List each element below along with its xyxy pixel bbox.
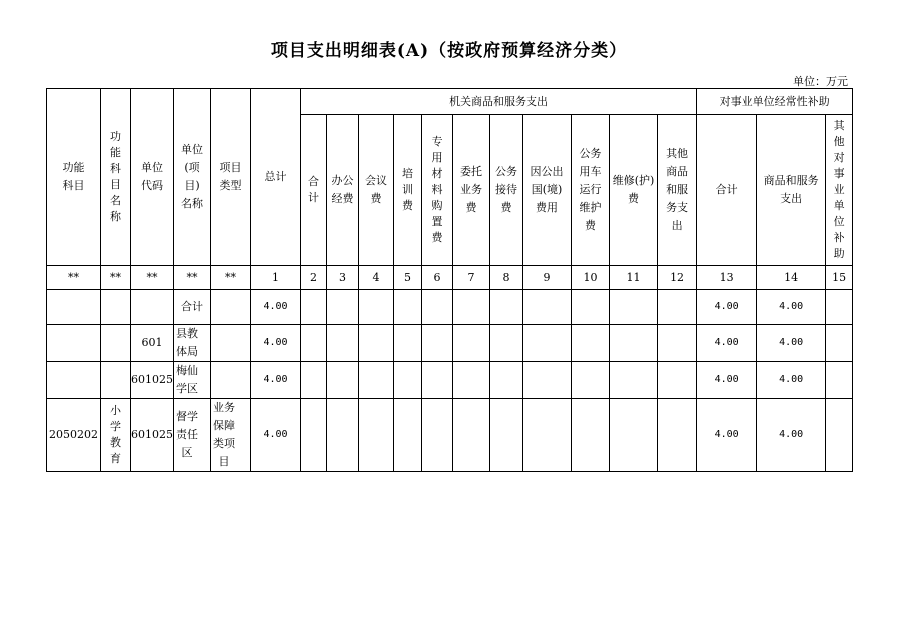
index-cell: 14 [757,266,826,290]
subsidy-total-cell: 4.00 [697,399,757,472]
index-cell: 13 [697,266,757,290]
project-type-cell [211,290,251,325]
header-subsidy-other: 其他对事业单位补助 [826,115,853,266]
table-row [47,290,853,325]
index-cell: 4 [359,266,394,290]
header-special-material-fee: 专用材料购置费 [422,115,453,266]
page-title: 项目支出明细表(A)（按政府预算经济分类） [270,41,628,61]
unit-name-cell: 梅仙学区 [174,362,211,399]
table-row [47,399,853,472]
unit-code-cell: 601025 [131,399,174,472]
index-row [47,266,853,290]
header-meeting-fee: 会议费 [359,115,394,266]
project-type-cell: 业务保障类项目 [211,399,251,472]
index-cell: 5 [394,266,422,290]
index-cell: ** [47,266,101,290]
subsidy-total-cell: 4.00 [697,290,757,325]
header-unit-code: 单位代码 [131,89,174,266]
subsidy-goods-cell: 4.00 [757,290,826,325]
func-code-cell [47,290,101,325]
index-cell: 6 [422,266,453,290]
header-group-subsidy: 对事业单位经常性补助 [697,89,853,115]
header-office-expense: 办公经费 [327,115,359,266]
index-cell: 1 [251,266,301,290]
header-subsidy-total: 合计 [697,115,757,266]
header-func-subject-name: 功能科目名称 [101,89,131,266]
header-abroad-fee: 因公出国(境)费用 [523,115,572,266]
header-reception-fee: 公务接待费 [490,115,523,266]
unit-name-cell: 县教体局 [174,325,211,362]
total-cell: 4.00 [251,325,301,362]
header-row-groups [47,89,853,115]
index-cell: ** [131,266,174,290]
header-agency-total: 合计 [301,115,327,266]
header-project-type: 项目类型 [211,89,251,266]
index-cell: 8 [490,266,523,290]
index-cell: 15 [826,266,853,290]
total-cell: 4.00 [251,290,301,325]
header-maintenance-fee: 维修(护)费 [610,115,658,266]
unit-name-cell: 合计 [174,290,211,325]
unit-code-cell: 601025 [131,362,174,399]
subsidy-total-cell: 4.00 [697,362,757,399]
index-cell: ** [101,266,131,290]
index-cell: 2 [301,266,327,290]
unit-code-cell [131,290,174,325]
func-name-cell [101,290,131,325]
index-cell: ** [211,266,251,290]
index-cell: ** [174,266,211,290]
index-cell: 9 [523,266,572,290]
subsidy-goods-cell: 4.00 [757,399,826,472]
unit-label: 单位：万元 [793,75,848,88]
header-func-subject: 功能科目 [47,89,101,266]
header-commission-fee: 委托业务费 [453,115,490,266]
index-cell: 10 [572,266,610,290]
project-type-cell [211,325,251,362]
header-vehicle-fee: 公务用车运行维护费 [572,115,610,266]
func-code-cell: 2050202 [47,399,101,472]
table-row [47,362,853,399]
func-code-cell [47,362,101,399]
index-cell: 3 [327,266,359,290]
unit-code-cell: 601 [131,325,174,362]
total-cell: 4.00 [251,399,301,472]
index-cell: 12 [658,266,697,290]
func-name-cell: 小学教育 [101,399,131,472]
subsidy-goods-cell: 4.00 [757,325,826,362]
header-group-agency: 机关商品和服务支出 [301,89,697,115]
total-cell: 4.00 [251,362,301,399]
header-unit-name: 单位(项目)名称 [174,89,211,266]
expenditure-table [46,88,853,472]
header-other-goods-services: 其他商品和服务支出 [658,115,697,266]
project-type-cell [211,362,251,399]
func-code-cell [47,325,101,362]
func-name-cell [101,325,131,362]
table-row [47,325,853,362]
func-name-cell [101,362,131,399]
index-cell: 7 [453,266,490,290]
subsidy-goods-cell: 4.00 [757,362,826,399]
header-training-fee: 培训费 [394,115,422,266]
subsidy-total-cell: 4.00 [697,325,757,362]
index-cell: 11 [610,266,658,290]
header-total: 总计 [251,89,301,266]
unit-name-cell: 督学责任区 [174,399,211,472]
header-subsidy-goods-services: 商品和服务支出 [757,115,826,266]
